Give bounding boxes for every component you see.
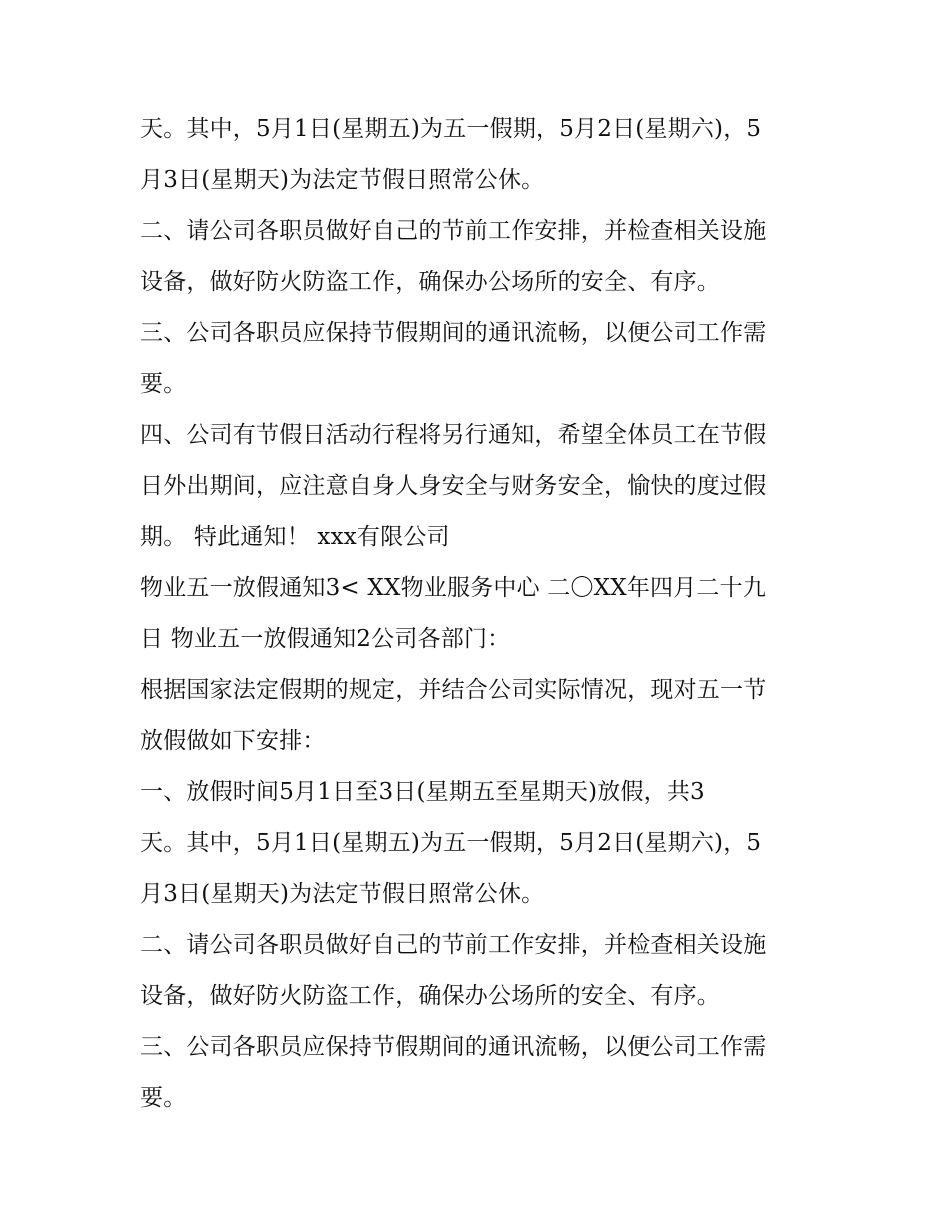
text-line: 三、公司各职员应保持节假期间的通讯流畅，以便公司工作需 [140,320,767,346]
text-line: 四、公司有节假日活动行程将另行通知，希望全体员工在节假 [140,422,767,448]
text-line: 二、请公司各职员做好自己的节前工作安排，并检查相关设施 [140,218,767,244]
text-line: 二、请公司各职员做好自己的节前工作安排，并检查相关设施 [140,932,767,958]
text-line: 设备，做好防火防盗工作，确保办公场所的安全、有序。 [140,983,720,1009]
text-line: 期。 特此通知！ xxx有限公司 [140,524,450,550]
text-line: 天。其中，5月1日(星期五)为五一假期，5月2日(星期六)，5 [140,116,762,142]
text-line: 根据国家法定假期的规定，并结合公司实际情况，现对五一节 [140,677,767,703]
text-line: 日 物业五一放假通知2公司各部门： [140,626,511,652]
text-line: 要。 [140,1085,187,1111]
text-line: 月3日(星期天)为法定节假日照常公休。 [140,881,545,907]
text-line: 三、公司各职员应保持节假期间的通讯流畅，以便公司工作需 [140,1034,767,1060]
text-line: 月3日(星期天)为法定节假日照常公休。 [140,167,545,193]
text-line: 放假做如下安排： [140,728,326,754]
text-line: 日外出期间，应注意自身人身安全与财务安全，愉快的度过假 [140,473,767,499]
text-line: 一、放假时间5月1日至3日(星期五至星期天)放假，共3 [140,779,705,805]
document-body [140,104,820,1124]
text-line: 设备，做好防火防盗工作，确保办公场所的安全、有序。 [140,269,720,295]
text-line: 要。 [140,371,187,397]
text-line: 物业五一放假通知3< XX物业服务中心 二〇XX年四月二十九 [140,575,767,601]
text-line: 天。其中，5月1日(星期五)为五一假期，5月2日(星期六)，5 [140,830,762,856]
